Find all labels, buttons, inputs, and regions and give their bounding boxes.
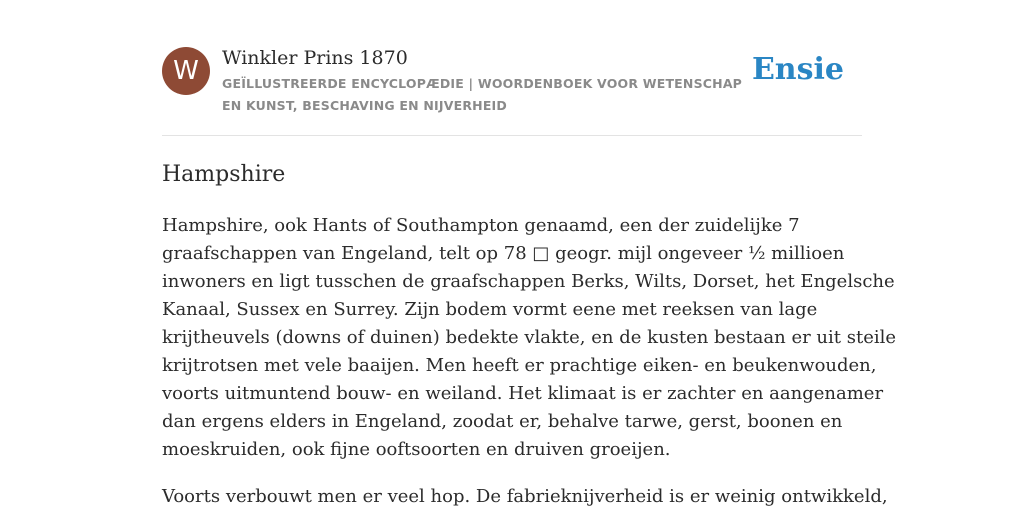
paragraph-line: Hampshire, ook Hants of Southampton genaamd, een der zuidelijke 7 [162, 215, 800, 236]
paragraph-line: graafschappen van Engeland, telt op 78 □ geogr. mijl ongeveer ½ millioen [162, 243, 845, 264]
paragraph-line: Voorts verbouwt men er veel hop. De fabrieknijverheid is er weinig ontwikkeld, [162, 486, 888, 507]
article-paragraph-1 [162, 212, 897, 464]
paragraph-line: inwoners en ligt tusschen de graafschappen Berks, Wilts, Dorset, het Engelsche [162, 271, 895, 292]
paragraph-line: voorts uitmuntend bouw- en weiland. Het klimaat is er zachter en aangenamer [162, 383, 884, 404]
paragraph-line: krijtheuvels (downs of duinen) bedekte vlakte, en de kusten bestaan er uit steile [162, 327, 897, 348]
paragraph-line: moeskruiden, ook fijne ooftsoorten en druiven groeijen. [162, 439, 671, 460]
publication-title[interactable]: Winkler Prins 1870 [222, 47, 408, 69]
publication-avatar[interactable]: W [162, 47, 210, 95]
paragraph-line: krijtrotsen met vele baaijen. Men heeft er prachtige eiken- en beukenwouden, [162, 355, 877, 376]
header-divider [162, 135, 862, 136]
article-body [162, 212, 897, 512]
brand-logo[interactable]: Ensie [751, 52, 844, 87]
publication-header [162, 46, 862, 136]
article-title: Hampshire [162, 162, 286, 187]
article-paragraph-2 [162, 483, 888, 511]
publication-subtitle: GEÏLLUSTREERDE ENCYCLOPÆDIE | WOORDENBOEK VOOR WETENSCHAP EN KUNST, BESCHAVING EN NIJVERHEID [222, 76, 743, 113]
paragraph-line: Kanaal, Sussex en Surrey. Zijn bodem vormt eene met reeksen van lage [162, 299, 818, 320]
paragraph-line: dan ergens elders in Engeland, zoodat er, behalve tarwe, gerst, boonen en [162, 411, 843, 432]
